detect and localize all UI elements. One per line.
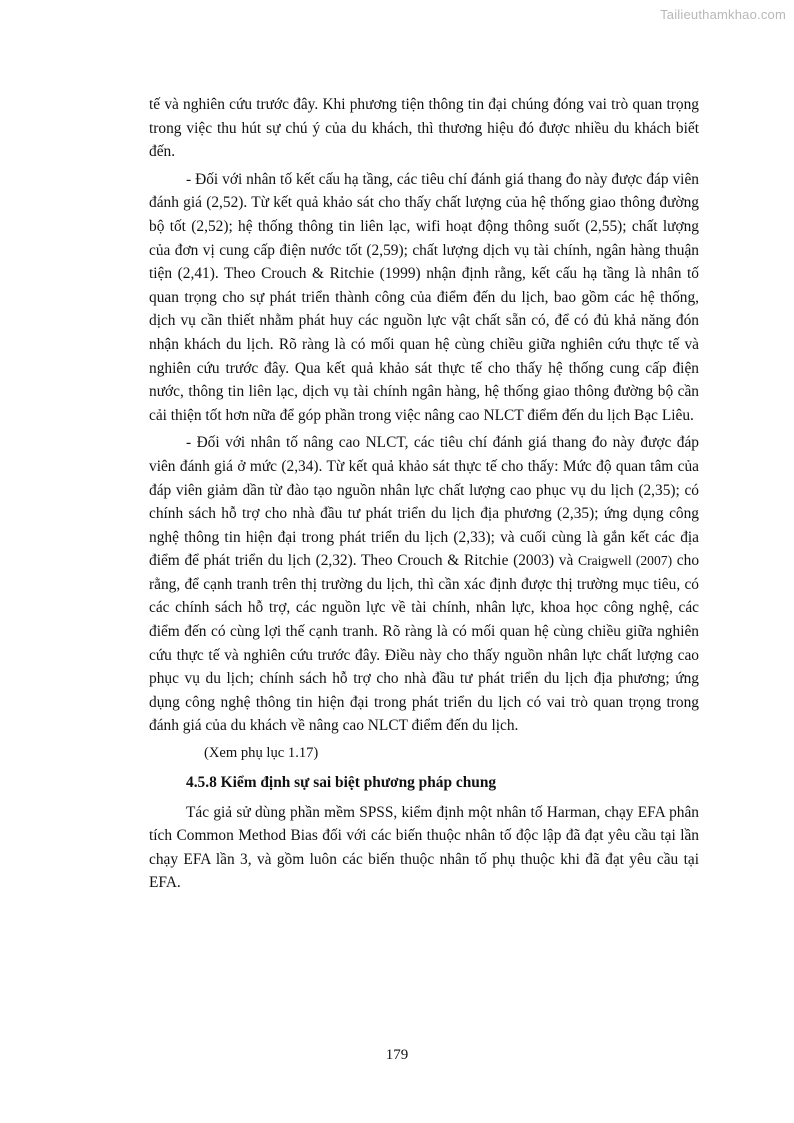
appendix-note: (Xem phụ lục 1.17) [204,745,319,762]
paragraph-competitiveness-text-1: - Đối với nhân tố nâng cao NLCT, các tiêu chí đánh giá thang đo này được đáp viên đánh giá ở mức (2,34). Từ kết quả khảo sát thực tế cho thấy: Mức độ quan tâm của đáp viên giảm dần từ đào tạo nguồn nhân lực chất lượng cao phục vụ du lịch (2,35); có chính sách hỗ trợ cho nhà đầu tư phát triển du lịch địa phương (2,35); ứng dụng công nghệ thông tin hiện đại trong phát triển du lịch (2,33); và cuối cùng là gắn kết các địa điểm để phát triển du lịch (2,32). Theo Crouch & Ritchie (2003) và [149,434,699,570]
paragraph-method-bias: Tác giả sử dùng phần mềm SPSS, kiểm định một nhân tố Harman, chạy EFA phân tích Common Method Bias đối với các biến thuộc nhân tố độc lập đã đạt yêu cầu tại lần chạy EFA lần 3, và gồm luôn các biến thuộc nhân tố phụ thuộc khi đã đạt yêu cầu tại EFA. [149,803,699,892]
watermark: Tailieuthamkhao.com [660,7,786,22]
citation-craigwell: Craigwell (2007) [578,553,673,569]
page-content [149,93,699,895]
paragraph-competitiveness-text-2: cho rằng, để cạnh tranh trên thị trường du lịch, thì cần xác định được thị trường mục tiêu, có các chính sách hỗ trợ, các nguồn lực về tài chính, nhân lực, khoa học công nghệ, các điểm đến có cùng lợi thế cạnh tranh. Rõ ràng là có mối quan hệ cùng chiều giữa nghiên cứu thực tế và nghiên cứu trước đây. Điều này cho thấy nguồn nhân lực chất lượng cao phục vụ du lịch; chính sách hỗ trợ cho nhà đầu tư phát triển du lịch địa phương; ứng dụng công nghệ thông tin hiện đại trong phát triển du lịch có vai trò quan trọng trong đánh giá của du khách về nâng cao NLCT điểm đến du lịch. [149,552,700,735]
section-heading: 4.5.8 Kiểm định sự sai biệt phương pháp chung [186,774,497,792]
page-number: 179 [385,1047,409,1063]
paragraph-intro: tế và nghiên cứu trước đây. Khi phương tiện thông tin đại chúng đóng vai trò quan trọng trong việc thu hút sự chú ý của du khách, thì thương hiệu đó được nhiều du khách biết đến. [149,96,699,161]
paragraph-infrastructure: - Đối với nhân tố kết cấu hạ tầng, các tiêu chí đánh giá thang đo này được đáp viên đánh giá (2,52). Từ kết quả khảo sát cho thấy chất lượng của hệ thống giao thông đường bộ tốt (2,52); hệ thống thông tin liên lạc, wifi hoạt động thông suốt (2,55); chất lượng của đơn vị cung cấp điện nước tốt (2,59); chất lượng dịch vụ tài chính, ngân hàng thuận tiện (2,41). Theo Crouch & Ritchie (1999) nhận định rằng, kết cấu hạ tầng là nhân tố quan trọng cho sự phát triển thành công của điểm đến du lịch, bao gồm các hệ thống, dịch vụ cần thiết nhằm phát huy các nguồn lực vật chất sẵn có, để có đủ khả năng đón nhận khách du lịch. Rõ ràng là có mối quan hệ cùng chiều giữa nghiên cứu thực tế và nghiên cứu trước đây. Qua kết quả khảo sát thực tế cho thấy hệ thống cung cấp điện nước, thông tin liên lạc, dịch vụ tài chính ngân hàng, hệ thống giao thông đường bộ cần cải thiện tốt hơn nữa để góp phần trong việc nâng cao NLCT điểm đến du lịch Bạc Liêu. [149,170,699,424]
paragraph-competitiveness [149,431,699,738]
